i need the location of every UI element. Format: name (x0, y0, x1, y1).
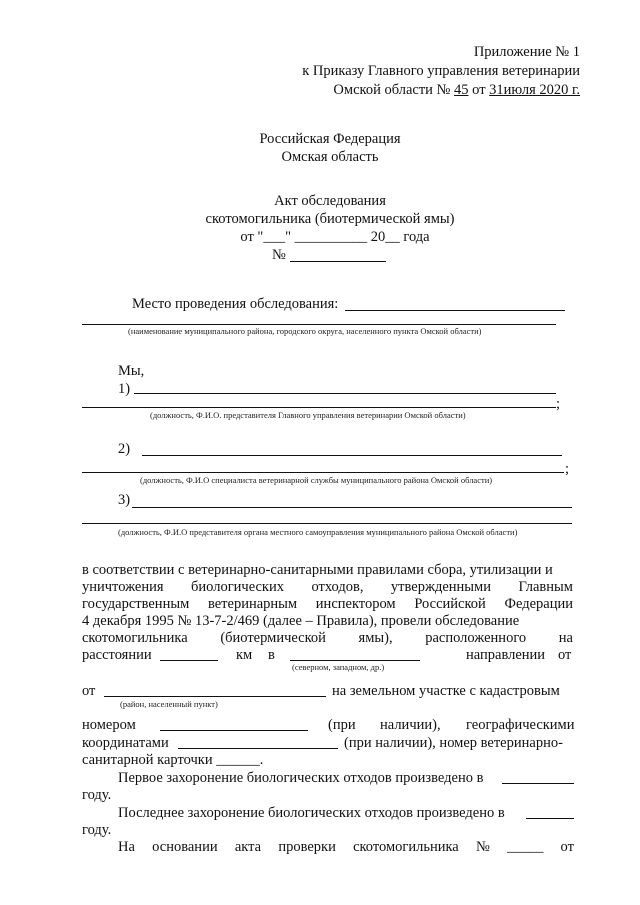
if-present-label: (при (328, 717, 356, 733)
member-1-field-line2[interactable] (82, 407, 556, 408)
p3-word: Российской (414, 596, 486, 612)
settlement-field[interactable] (104, 696, 326, 697)
p15-word: от (560, 839, 574, 855)
order-date-prefix: от (472, 82, 486, 98)
from-label: от (558, 647, 572, 663)
appendix-number: Приложение № 1 (473, 44, 580, 60)
p5-word: расположенного (425, 630, 527, 646)
p2-word: утвержденными (390, 579, 491, 595)
place-field[interactable] (345, 310, 565, 311)
member-1-field[interactable] (134, 393, 556, 394)
members-intro: Мы, (118, 363, 145, 379)
coordinates-label: координатами (82, 735, 169, 751)
p2-word: Главным (518, 579, 573, 595)
p3-word: ветеринарным (207, 596, 298, 612)
p5-word: (биотермической (220, 630, 326, 646)
vet-card-line: санитарной карточки ______. (82, 752, 264, 768)
km-label: км (236, 647, 253, 663)
cadastral-label: номером (82, 717, 136, 733)
p15-word: основании (152, 839, 218, 855)
order-number: 45 (454, 82, 469, 98)
last-burial-text: Последнее захоронение биологических отходов произведено в (118, 805, 505, 821)
member-3-label: 3) (118, 492, 131, 508)
p3-word: государственным (82, 596, 190, 612)
p15-word: № (475, 839, 490, 855)
p3-word: Федерации (504, 596, 573, 612)
p2-word: уничтожения (82, 579, 164, 595)
settlement-caption: (район, населенный пункт) (120, 699, 218, 709)
member-1-label: 1) (118, 381, 131, 397)
member-2-semicolon: ; (565, 461, 570, 477)
order-region-text: Омской области № (333, 82, 451, 98)
direction-field[interactable] (290, 660, 420, 661)
distance-field[interactable] (160, 660, 218, 661)
in-label: в (268, 647, 275, 663)
body-line-4: 4 декабря 1995 № 13-7-2/469 (далее – Правила), провели обследование (82, 613, 520, 629)
place-caption: (наименование муниципального района, городского округа, населенного пункта Омской области) (128, 326, 482, 336)
member-3-caption: (должность, Ф.И.О представителя органа местного самоуправления муниципального района Омской области) (118, 527, 518, 537)
place-label: Место проведения обследования: (132, 296, 339, 312)
member-2-caption: (должность, Ф.И.О специалиста ветеринарной службы муниципального района Омской области) (140, 475, 493, 485)
member-2-field-line2[interactable] (82, 472, 564, 473)
order-reference: к Приказу Главного управления ветеринарии (302, 63, 580, 79)
first-burial-text: Первое захоронение биологических отходов произведено в (118, 770, 484, 786)
coordinates-field[interactable] (178, 748, 338, 749)
p15-word: акта (234, 839, 262, 855)
direction-label: направлении (466, 647, 546, 663)
body-line-3 (82, 595, 573, 613)
p2-word: биологических (191, 579, 284, 595)
member-3-field-line2[interactable] (82, 523, 572, 524)
act-subtitle: скотомогильника (биотермической ямы) (205, 211, 455, 227)
vet-card-text: (при наличии), номер ветеринарно- (344, 735, 563, 751)
place-field-line2[interactable] (82, 324, 556, 325)
act-number-field[interactable] (290, 261, 386, 262)
p2-word: отходов, (311, 579, 364, 595)
member-3-field[interactable] (132, 507, 572, 508)
last-burial-year: году. (82, 822, 112, 838)
oblast: Омская область (281, 149, 379, 165)
p15-word: проверки (278, 839, 336, 855)
order-date: 31июля 2020 г. (489, 82, 580, 98)
presence-label: наличии), (380, 717, 441, 733)
first-burial-field[interactable] (502, 783, 574, 784)
p5-word: ямы), (358, 630, 393, 646)
member-1-caption: (должность, Ф.И.О. представителя Главного управления ветеринарии Омской области) (150, 410, 466, 420)
p5-word: скотомогильника (82, 630, 188, 646)
cadastral-field[interactable] (160, 730, 308, 731)
p15-word: На (118, 839, 135, 855)
p15-word: скотомогильника (353, 839, 459, 855)
p3-word: инспектором (315, 596, 396, 612)
geo-label: географическими (466, 717, 575, 733)
act-number-label: № (272, 247, 286, 263)
country: Российская Федерация (259, 131, 401, 147)
order-number-line (333, 81, 580, 99)
from-label-2: от (82, 683, 96, 699)
distance-label: расстоянии (82, 647, 152, 663)
first-burial-year: году. (82, 787, 112, 803)
body-line-2 (82, 578, 573, 596)
member-1-semicolon: ; (556, 396, 561, 412)
body-line-1: в соответствии с ветеринарно-санитарными правилами сбора, утилизации и (82, 562, 553, 578)
act-title: Акт обследования (274, 193, 386, 209)
member-2-field[interactable] (142, 455, 562, 456)
body-line-5 (82, 629, 573, 647)
basis-line (118, 838, 574, 856)
land-plot-text: на земельном участке с кадастровым (332, 683, 560, 699)
p15-word: _____ (507, 839, 544, 855)
act-date-line: от "___" __________ 20__ года (240, 229, 430, 245)
last-burial-field[interactable] (526, 818, 574, 819)
member-2-label: 2) (118, 441, 131, 457)
direction-caption: (северном, западном, др.) (292, 662, 385, 672)
p5-word: на (558, 630, 573, 646)
